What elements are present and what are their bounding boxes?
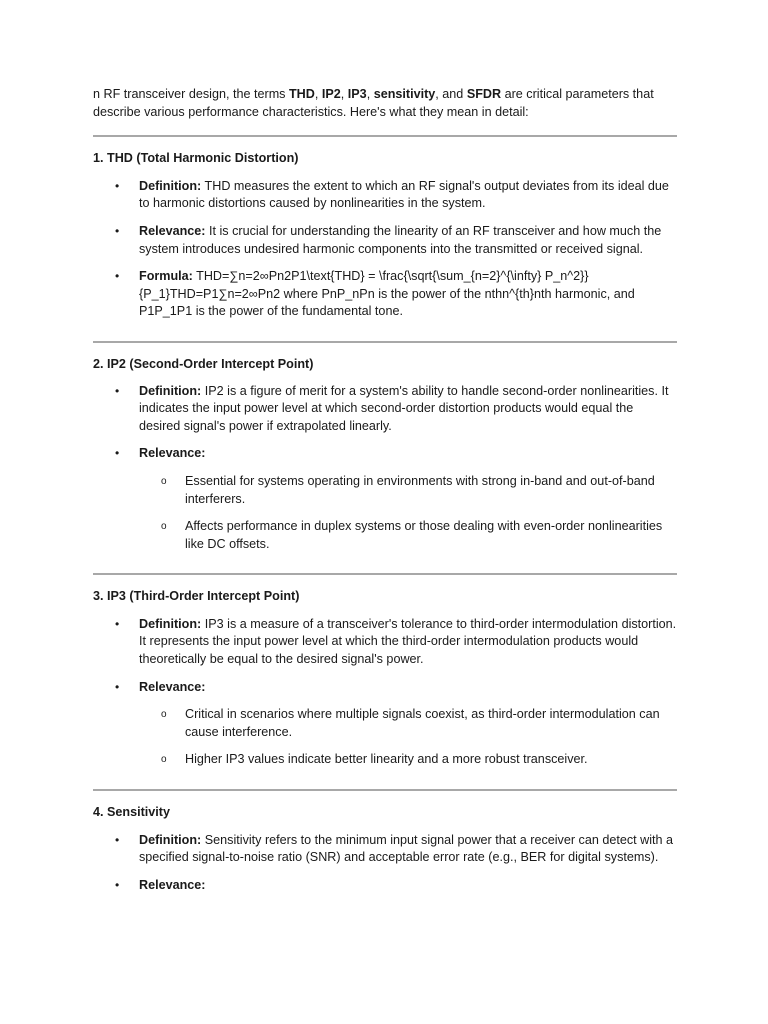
list-item [93,445,677,553]
ip2-relevance-sublist [139,473,677,553]
section-title-ip3: 3. IP3 (Third-Order Intercept Point) [93,589,300,604]
list-item [93,383,677,436]
bullet-icon: • [115,679,120,694]
item-label: Relevance: [139,223,206,238]
intro-text: are critical parameters that describe various performance characteristics. Here's what they mean in detail: [93,87,654,119]
intro-text: , [314,87,322,101]
intro-term-sensitivity: sensitivity [373,87,436,101]
section-title-thd: 1. THD (Total Harmonic Distortion) [93,151,299,166]
subitem-text: Critical in scenarios where multiple signals coexist, as third-order intermodulation can cause interference. [185,707,660,739]
intro-text: , [340,87,348,101]
item-label: Definition: [139,616,202,631]
item-label: Formula: [139,269,193,284]
item-text: IP2 is a figure of merit for a system's ability to handle second-order nonlinearities. It indicates the input power level at which second-order distortion products would equal the desired signal's power if extrapolated linearly. [139,383,669,433]
subitem-text: Higher IP3 values indicate better linearity and a more robust transceiver. [185,752,588,767]
item-label: Definition: [139,832,202,847]
ip2-list [93,383,677,554]
intro-text: n RF transceiver design, the terms [93,87,289,101]
bullet-icon: • [115,269,120,284]
list-item [93,268,677,321]
circle-bullet-icon: o [161,475,167,487]
section-divider [93,135,677,137]
item-label: Definition: [139,383,202,398]
ip3-relevance-sublist [139,706,677,769]
section-divider [93,341,677,343]
intro-text: , [366,87,374,101]
item-label: Definition: [139,178,202,193]
list-item [93,616,677,669]
item-label: Relevance: [139,446,206,461]
item-label: Relevance: [139,877,206,892]
intro-paragraph [93,86,677,121]
bullet-icon: • [115,383,120,398]
circle-bullet-icon: o [161,754,167,766]
list-item [93,223,677,258]
intro-term-sfdr: SFDR [466,87,502,101]
section-title-ip2: 2. IP2 (Second-Order Intercept Point) [93,356,314,371]
bullet-icon: • [115,877,120,892]
ip3-list [93,616,677,769]
thd-list [93,178,677,321]
document-content [93,86,677,894]
bullet-icon: • [115,446,120,461]
intro-term-ip3: IP3 [347,87,367,101]
section-divider [93,789,677,791]
item-text: IP3 is a measure of a transceiver's tolerance to third-order intermodulation distortion. It represents the input power level at which the third-order intermodulation products would theoretically be equal to the desired signal's power. [139,616,677,667]
list-item [93,877,677,895]
intro-term-thd: THD [288,87,315,101]
sublist-item [139,518,677,553]
bullet-icon: • [115,178,120,193]
item-text: THD measures the extent to which an RF signal's output deviates from its ideal due to harmonic distortions caused by nonlinearities in the system. [139,178,669,211]
list-item [93,832,677,867]
intro-term-ip2: IP2 [321,87,341,101]
sublist-item [139,706,677,741]
bullet-icon: • [115,616,120,631]
sensitivity-list [93,832,677,895]
sublist-item [139,751,677,769]
subitem-text: Affects performance in duplex systems or those dealing with even-order nonlinearities like DC offsets. [185,519,663,551]
intro-text: , and [435,87,467,101]
circle-bullet-icon: o [161,521,167,533]
bullet-icon: • [115,832,120,847]
section-title-sensitivity: 4. Sensitivity [93,805,170,820]
list-item [93,178,677,213]
item-text: THD=∑n=2∞Pn2P1\text{THD} = \frac{\sqrt{\sum_{n=2}^{\infty} P_n^2}}{P_1}THD=P1∑n=2∞Pn2 where PnP_nPn is the power of the nthn^{th}nth harmonic, and P1P_1P1 is the power of the fundamental tone. [139,269,635,319]
bullet-icon: • [115,223,120,238]
sublist-item [139,473,677,508]
section-divider [93,573,677,575]
item-text: It is crucial for understanding the linearity of an RF transceiver and how much the system introduces undesired harmonic components into the transmitted or received signal. [139,223,662,256]
circle-bullet-icon: o [161,709,167,721]
item-label: Relevance: [139,679,206,694]
item-text: Sensitivity refers to the minimum input signal power that a receiver can detect with a specified signal-to-noise ratio (SNR) and acceptable error rate (e.g., BER for digital systems). [139,832,674,865]
list-item [93,679,677,769]
subitem-text: Essential for systems operating in environments with strong in-band and out-of-band interferers. [185,473,655,506]
